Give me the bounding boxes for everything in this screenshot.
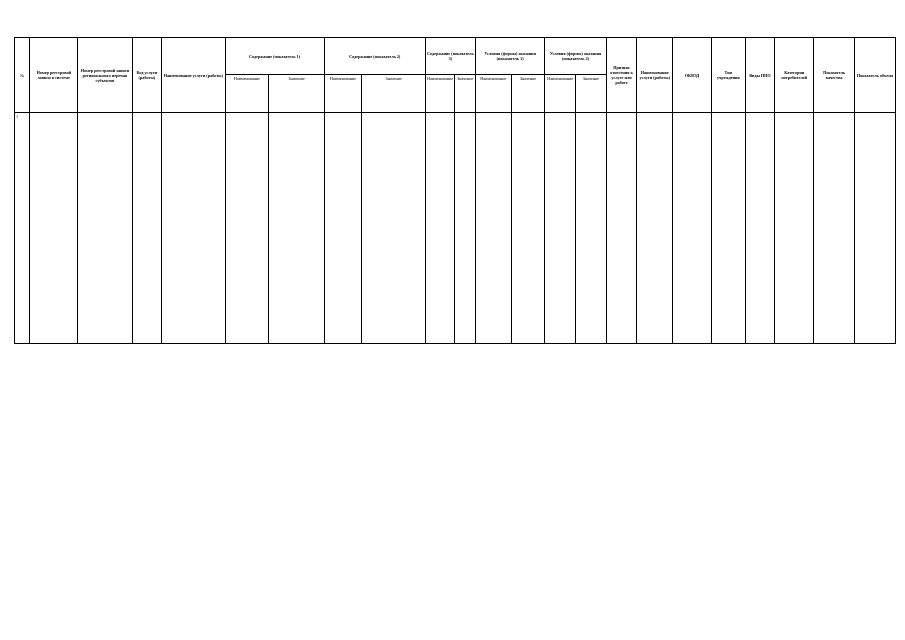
header-name-body: Наименование услуги (работы) bbox=[637, 38, 673, 113]
header-service-code: Код услуги (работы) bbox=[132, 38, 162, 113]
cell-cond2-value bbox=[576, 113, 607, 344]
cell-content3-value bbox=[455, 113, 475, 344]
sub-header-content3-value: Значение bbox=[455, 75, 475, 113]
sub-header-content3-name: Наименование bbox=[425, 75, 455, 113]
cell-content2-name bbox=[324, 113, 362, 344]
sub-header-content1-value: Значение bbox=[269, 75, 324, 113]
cell-content1-name bbox=[225, 113, 269, 344]
header-content-1: Содержание (показатель 1) bbox=[225, 38, 324, 75]
sub-header-cond1-value: Значение bbox=[511, 75, 545, 113]
cell-cond2-name bbox=[545, 113, 576, 344]
header-quality: Показатель качества bbox=[814, 38, 855, 113]
cell-okved bbox=[673, 113, 712, 344]
header-reg-number: Номер реестровой записи в системе bbox=[30, 38, 78, 113]
header-content-2: Содержание (показатель 2) bbox=[324, 38, 425, 75]
cell-content3-name bbox=[425, 113, 455, 344]
cell-service-name bbox=[162, 113, 225, 344]
sub-header-cond2-value: Значение bbox=[576, 75, 607, 113]
sub-header-cond1-name: Наименование bbox=[475, 75, 511, 113]
header-volume: Показатель объема bbox=[855, 38, 896, 113]
sub-header-content2-value: Значение bbox=[362, 75, 425, 113]
header-sign: Признак отнесения к услуге или работе bbox=[606, 38, 637, 113]
cell-no: 1 bbox=[15, 113, 30, 344]
sub-header-cond2-name: Наименование bbox=[545, 75, 576, 113]
header-type: Тип учреждения bbox=[711, 38, 745, 113]
cell-volume bbox=[855, 113, 896, 344]
cell-content1-value bbox=[269, 113, 324, 344]
table-row bbox=[15, 113, 896, 344]
cell-cond1-name bbox=[475, 113, 511, 344]
sub-header-content2-name: Наименование bbox=[324, 75, 362, 113]
header-service-name: Наименование услуги (работы) bbox=[162, 38, 225, 113]
header-conditions-1: Условия (формы) оказания (показатель 1) bbox=[475, 38, 544, 75]
sub-header-content1-name: Наименование bbox=[225, 75, 269, 113]
registry-table bbox=[14, 37, 896, 344]
header-category: Категории потребителей bbox=[775, 38, 814, 113]
cell-category bbox=[775, 113, 814, 344]
header-no: № bbox=[15, 38, 30, 113]
cell-quality bbox=[814, 113, 855, 344]
cell-service-code bbox=[132, 113, 162, 344]
header-reg-entry-number: Номер реестровой записи регионального перечня субъектов bbox=[78, 38, 132, 113]
cell-reg-entry-number bbox=[78, 113, 132, 344]
header-types-ppo: Виды ППО bbox=[745, 38, 775, 113]
cell-sign bbox=[606, 113, 637, 344]
cell-type bbox=[711, 113, 745, 344]
cell-types-ppo bbox=[745, 113, 775, 344]
cell-name-body bbox=[637, 113, 673, 344]
header-content-3: Содержание (показатель 3) bbox=[425, 38, 475, 75]
cell-reg-number bbox=[30, 113, 78, 344]
header-okved: ОКВЭД bbox=[673, 38, 712, 113]
cell-cond1-value bbox=[511, 113, 545, 344]
header-conditions-2: Условия (формы) оказания (показатель 2) bbox=[545, 38, 606, 75]
cell-content2-value bbox=[362, 113, 425, 344]
